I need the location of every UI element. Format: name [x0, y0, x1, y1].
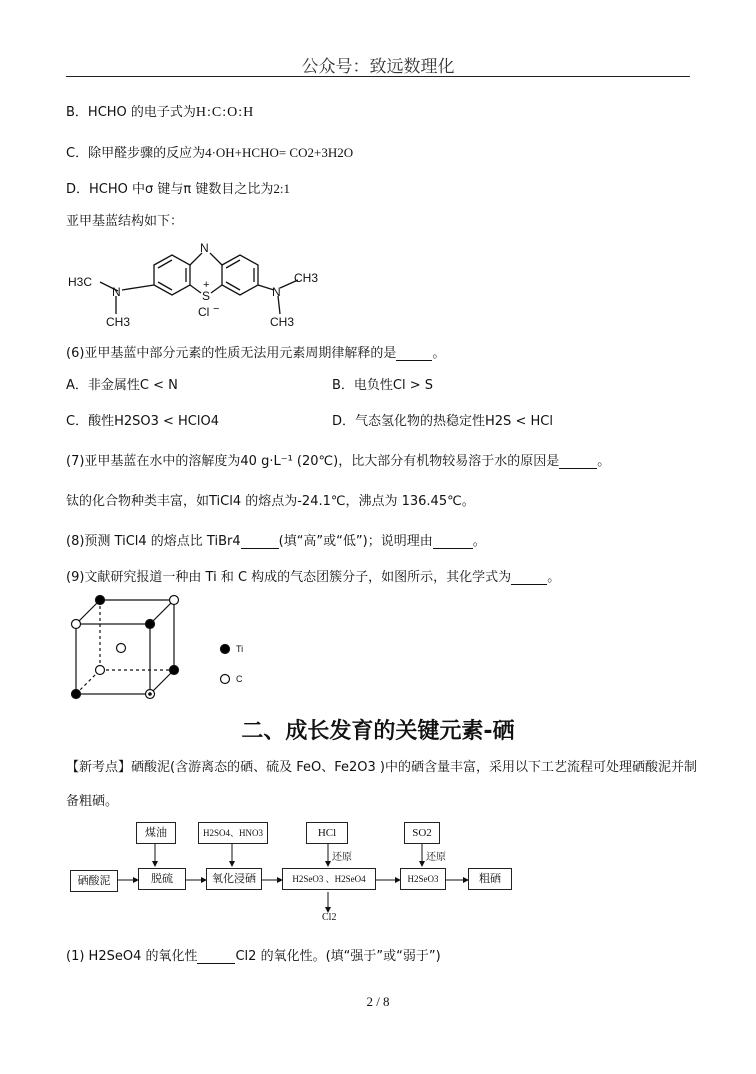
- ch3-right-top: CH3: [294, 271, 319, 285]
- question-8: [66, 530, 486, 549]
- question-6: [66, 342, 445, 361]
- legend-c: C: [236, 674, 243, 684]
- question-9: [66, 566, 560, 585]
- acid-mix-box: H2SeO3 、H2SeO4: [282, 868, 376, 890]
- question-6-stem: (6)亚甲基蓝中部分元素的性质无法用元素周期律解释的是: [66, 346, 397, 361]
- left-ring: [154, 255, 190, 295]
- ti-c-cluster-figure: [60, 590, 260, 708]
- atom-n-left: N: [112, 285, 121, 299]
- question-1: [66, 945, 441, 964]
- option-d-text: D．HCHO 中σ 键与π 键数目之比为: [66, 182, 274, 197]
- selenous-acid-box: H2SeO3: [400, 868, 446, 890]
- page-header: 公众号：致远数理化: [301, 57, 455, 77]
- crude-selenium-box: 粗硒: [468, 868, 512, 890]
- option-d: [66, 178, 290, 197]
- question-8-end: 。: [472, 534, 486, 549]
- q6-option-a: A．非金属性C < N: [66, 378, 178, 393]
- option-b-text: B．HCHO 的电子式为: [66, 105, 196, 120]
- titanium-intro: 钛的化合物种类丰富，如TiCl4 的熔点为-24.1℃，沸点为 136.45℃。: [66, 494, 475, 509]
- header-divider: [66, 76, 690, 77]
- ch3-right-bottom: CH3: [270, 315, 295, 329]
- answer-blank[interactable]: [433, 536, 473, 549]
- atom-n-top: N: [200, 241, 209, 255]
- selenium-intro-line-1: 【新考点】硒酸泥(含游离态的硒、硫及 FeO、Fe2O3 )中的硒含量丰富，采用以下工艺流程可处理硒酸泥并制: [66, 760, 697, 775]
- question-7-text: (7)亚甲基蓝在水中的溶解度为40 g·L⁻¹ (20℃)，比大部分有机物较易溶于水的原因是: [66, 454, 560, 469]
- option-d-ratio: 2:1: [273, 181, 290, 196]
- ti-atom: [96, 596, 105, 605]
- ti-atom: [170, 666, 179, 675]
- desulfurize-box: 脱硫: [138, 868, 186, 890]
- s-charge: +: [203, 279, 210, 291]
- h3c-left: H3C: [68, 275, 93, 289]
- so2-box: SO2: [404, 822, 440, 844]
- option-b-formula: H:C:O:H: [195, 105, 255, 120]
- answer-blank[interactable]: [396, 348, 432, 361]
- question-1-part-a: (1) H2SeO4 的氧化性: [66, 949, 198, 964]
- question-8-part-b: (填“高”或“低”)；说明理由: [278, 534, 433, 549]
- q6-option-d: D．气态氢化物的热稳定性H2S < HCl: [332, 414, 553, 429]
- legend-ti-marker: [221, 645, 230, 654]
- c-atom: [170, 596, 179, 605]
- coal-oil-box: 煤油: [136, 822, 176, 844]
- option-c: [66, 142, 353, 161]
- c-atom: [96, 666, 105, 675]
- chlorine-output: Cl2: [322, 912, 337, 923]
- ti-atom: [146, 620, 155, 629]
- question-1-part-b: Cl2 的氧化性。(填“强于”或“弱于”): [235, 949, 441, 964]
- question-8-part-a: (8)预测 TiCl4 的熔点比 TiBr4: [66, 534, 241, 549]
- question-6-end: 。: [432, 346, 446, 361]
- chloride-charge: −: [213, 303, 220, 315]
- selenium-intro-line-2: 备粗硒。: [66, 794, 119, 809]
- legend-ti: Ti: [236, 644, 244, 654]
- legend-c-marker: [221, 675, 230, 684]
- option-c-text: C．除甲醛步骤的反应为: [66, 146, 206, 161]
- right-ring: [222, 255, 258, 295]
- hcl-box: HCl: [306, 822, 348, 844]
- oxidize-box: 氧化浸硒: [206, 868, 262, 890]
- reduce-label-1: 还原: [332, 852, 352, 863]
- methylene-blue-intro: 亚甲基蓝结构如下：: [66, 214, 184, 229]
- answer-blank[interactable]: [197, 951, 235, 964]
- start-box: 硒酸泥: [70, 870, 118, 892]
- question-7-end: 。: [597, 454, 611, 469]
- ti-atom: [72, 690, 81, 699]
- answer-blank[interactable]: [241, 536, 279, 549]
- option-b: [66, 101, 254, 121]
- ch3-left-bottom: CH3: [106, 315, 131, 329]
- section-title: 二、成长发育的关键元素-硒: [241, 719, 515, 744]
- c-atom: [72, 620, 81, 629]
- question-9-text: (9)文献研究报道一种由 Ti 和 C 构成的气态团簇分子，如图所示，其化学式为: [66, 570, 512, 585]
- atom-n-right: N: [272, 285, 281, 299]
- acids-box: H2SO4、HNO3: [198, 822, 268, 844]
- chloride-label: Cl: [198, 305, 210, 319]
- c-atom: [117, 644, 126, 653]
- process-flow-chart: [66, 820, 536, 930]
- option-c-formula: 4·OH+HCHO= CO2+3H2O: [205, 145, 354, 160]
- q6-option-c: C．酸性H2SO3 < HClO4: [66, 414, 220, 429]
- answer-blank[interactable]: [511, 572, 547, 585]
- q6-option-b: B．电负性Cl > S: [332, 378, 434, 393]
- answer-blank[interactable]: [559, 456, 597, 469]
- reduce-label-2: 还原: [426, 852, 446, 863]
- question-9-end: 。: [547, 570, 561, 585]
- question-7: [66, 450, 610, 469]
- atom-s: S: [202, 289, 211, 303]
- page-number: 2 / 8: [366, 994, 390, 1009]
- methylene-blue-structure: [62, 238, 324, 330]
